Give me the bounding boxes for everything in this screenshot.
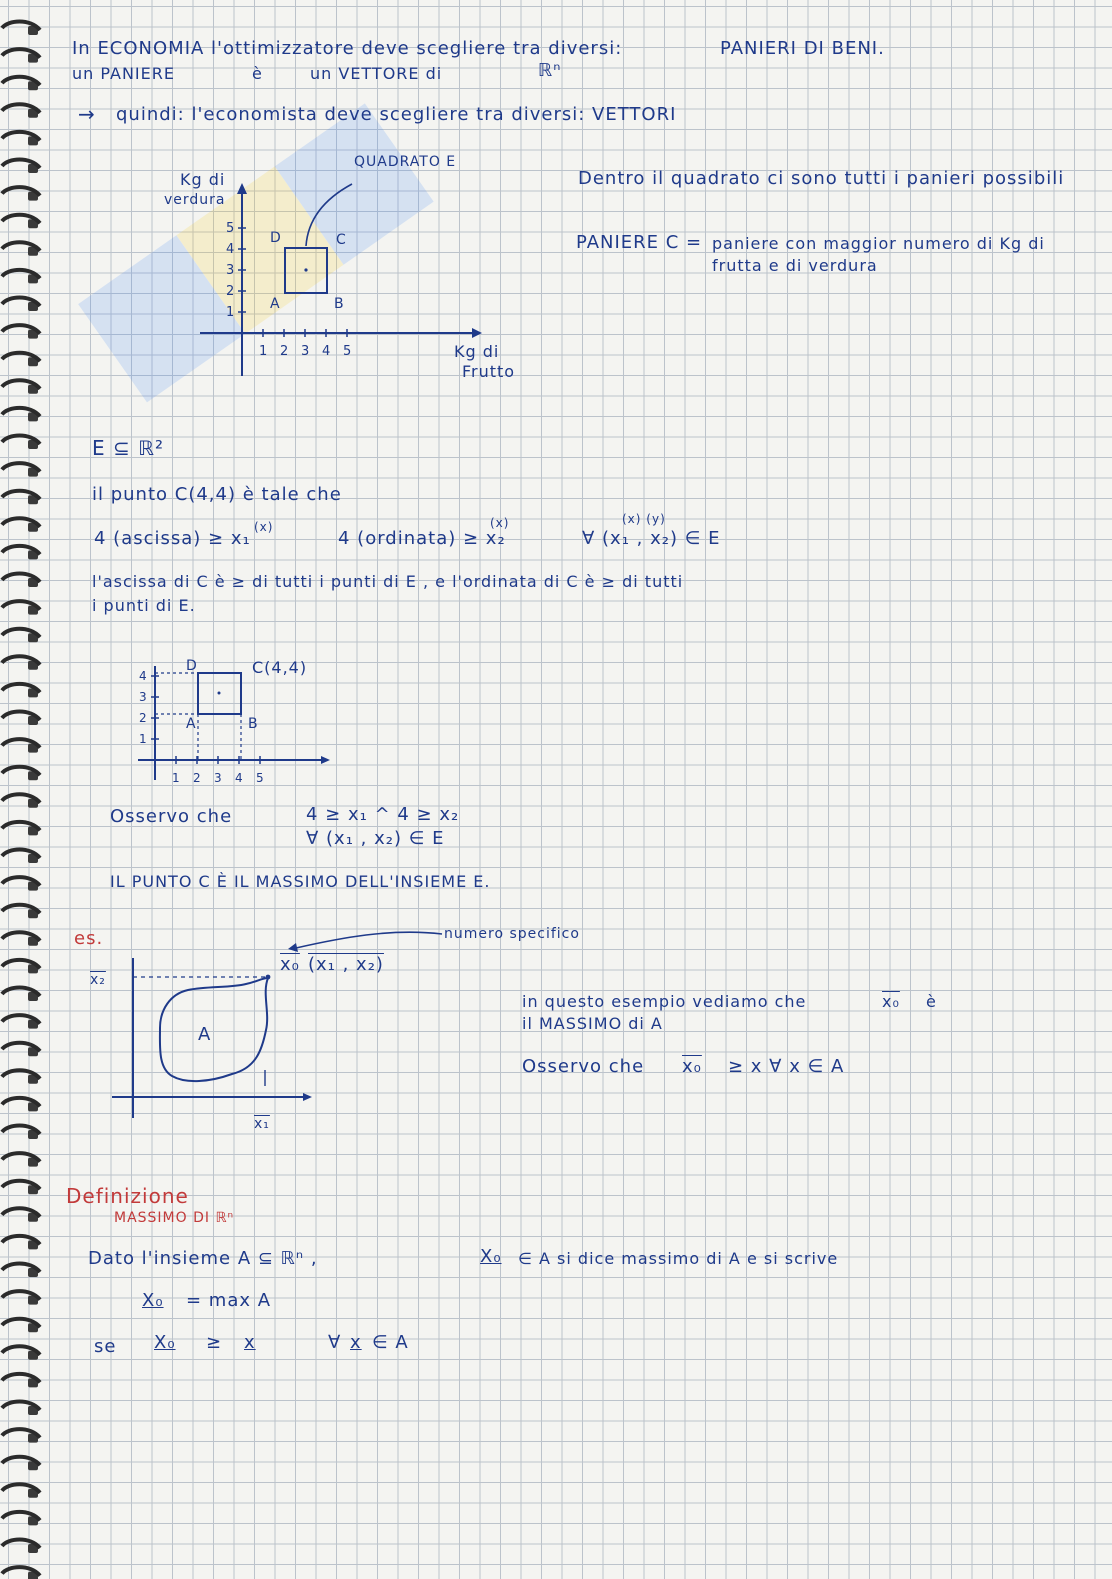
definition-line2-x0: X₀ <box>142 1290 164 1311</box>
graph2-point-a: A <box>186 716 197 732</box>
definition-line3-ge: ≥ <box>206 1332 223 1353</box>
sup-xy: (x) (y) <box>622 512 666 526</box>
graph1-x-label-2: Frutto <box>462 362 516 381</box>
x-tick-label: 4 <box>235 771 243 785</box>
example-osservo: Osservo che <box>522 1056 645 1077</box>
definition-line1-a: Dato l'insieme A ⊆ ℝⁿ , <box>88 1248 318 1269</box>
spiral-coil <box>2 601 40 615</box>
example-note-1: in questo esempio vediamo che <box>522 992 807 1011</box>
spiral-coil <box>2 794 40 808</box>
spiral-coil <box>2 160 40 174</box>
definition-line3-in: ∈ A <box>372 1332 409 1353</box>
y-tick-label: 5 <box>226 221 235 236</box>
spiral-coil <box>2 574 40 588</box>
spiral-coil <box>2 1457 40 1471</box>
spiral-coil <box>2 1374 40 1388</box>
graph2-point-b: B <box>248 716 259 732</box>
spiral-coil <box>2 684 40 698</box>
graph1-square-center <box>304 268 307 271</box>
graph1-callout: QUADRATO E <box>354 154 457 170</box>
spiral-coil <box>2 629 40 643</box>
ascissa-line-2: i punti di E. <box>92 596 196 615</box>
notes-paniere-label: PANIERE C = <box>576 232 703 253</box>
spiral-coil <box>2 408 40 422</box>
x-tick-label: 2 <box>193 771 201 785</box>
example-note-2: il MASSIMO di A <box>522 1014 663 1033</box>
definition-line3-x: x <box>244 1332 256 1353</box>
spiral-coil <box>2 187 40 201</box>
spiral-coil <box>2 104 40 118</box>
x-tick-label: 3 <box>301 344 310 359</box>
definition-line3-x0: X₀ <box>154 1332 176 1353</box>
spiral-coil <box>2 1236 40 1250</box>
spiral-coil <box>2 546 40 560</box>
punto-c: il punto C(4,4) è tale che <box>92 484 342 505</box>
x-tick-label: 5 <box>343 344 352 359</box>
y-tick-label: 3 <box>139 690 147 704</box>
spiral-coil <box>2 1098 40 1112</box>
example-es-label: es. <box>74 928 104 949</box>
definition-line3-se: se <box>94 1336 117 1357</box>
graph1-y-arrowhead <box>237 183 247 194</box>
spiral-coil <box>2 1043 40 1057</box>
spiral-coil <box>2 1153 40 1167</box>
spiral-coil <box>2 22 40 36</box>
notes-paniere-1: paniere con maggior numero di Kg di <box>712 234 1045 253</box>
cond-ascissa: 4 (ascissa) ≥ x₁ <box>94 528 251 549</box>
y-tick-label: 1 <box>139 732 147 746</box>
definition-line2-rest: = max A <box>186 1290 272 1311</box>
graph2-square-center <box>218 692 221 695</box>
definition-line1-b: ∈ A si dice massimo di A e si scrive <box>518 1249 839 1268</box>
spiral-coil <box>2 905 40 919</box>
intro-arrow: → <box>78 102 96 126</box>
y-tick-label: 2 <box>226 284 235 299</box>
x-tick-label: 3 <box>214 771 222 785</box>
example-callout-line <box>296 932 442 948</box>
example-x2-axis: x₂ <box>90 972 106 988</box>
definition-line3-forall: ∀ <box>328 1332 342 1353</box>
example-numero-specifico: numero specifico <box>444 926 580 942</box>
spiral-coil <box>2 767 40 781</box>
example-set-a: A <box>198 1024 212 1045</box>
definition-line1-x0: X₀ <box>480 1246 502 1267</box>
graph1-x-arrowhead <box>472 328 482 338</box>
spiral-coil <box>2 988 40 1002</box>
y-tick-label: 3 <box>226 263 235 278</box>
example-x1-axis: x₁ <box>254 1116 270 1132</box>
osservo1-cond-a: 4 ≥ x₁ ^ 4 ≥ x₂ <box>306 804 460 825</box>
example-note-x0: x₀ <box>882 992 900 1011</box>
spiral-coil <box>2 1540 40 1554</box>
cond-forall: ∀ (x₁ , x₂) ∈ E <box>582 528 721 549</box>
spiral-coil <box>2 1208 40 1222</box>
y-tick-label: 4 <box>226 242 235 257</box>
intro-line1-panieri: PANIERI DI BENI. <box>720 38 885 59</box>
spiral-binding <box>0 0 46 1579</box>
osservo1-label: Osservo che <box>110 806 233 827</box>
graph1-x-label-1: Kg di <box>454 342 500 361</box>
example-plot <box>100 918 460 1118</box>
example-x-arrowhead <box>303 1093 312 1101</box>
intro-line2-e: è <box>252 64 263 83</box>
spiral-coil <box>2 463 40 477</box>
example-set-a-blob <box>160 978 268 1081</box>
spiral-coil <box>2 436 40 450</box>
x-tick-label: 2 <box>280 344 289 359</box>
spiral-coil <box>2 1429 40 1443</box>
spiral-coil <box>2 77 40 91</box>
spiral-coil <box>2 242 40 256</box>
spiral-coil <box>2 1126 40 1140</box>
e-subset-r2: E ⊆ ℝ² <box>92 436 164 460</box>
spiral-coil <box>2 518 40 532</box>
notes-dentro: Dentro il quadrato ci sono tutti i panieri possibili <box>578 168 1065 189</box>
spiral-coil <box>2 215 40 229</box>
y-tick-label: 2 <box>139 711 147 725</box>
x-tick-label: 1 <box>172 771 180 785</box>
example-note-e: è <box>926 992 937 1011</box>
graph1-plot <box>196 180 486 380</box>
spiral-coil <box>2 1484 40 1498</box>
intro-line3: quindi: l'economista deve scegliere tra diversi: VETTORI <box>116 104 677 125</box>
x-tick-label: 4 <box>322 344 331 359</box>
spiral-coil <box>2 1181 40 1195</box>
x-tick-label: 5 <box>256 771 264 785</box>
x-tick-label: 1 <box>259 344 268 359</box>
example-x0-point <box>266 975 271 980</box>
example-x0: x₀ <box>280 954 300 975</box>
spiral-coil <box>2 49 40 63</box>
spiral-coil <box>2 1015 40 1029</box>
spiral-coil <box>2 960 40 974</box>
spiral-coil <box>2 298 40 312</box>
spiral-coil <box>2 491 40 505</box>
graph2-point-d: D <box>186 658 198 674</box>
spiral-coil <box>2 1291 40 1305</box>
spiral-coil <box>2 270 40 284</box>
sup-x: (x) <box>254 520 274 534</box>
spiral-coil <box>2 1402 40 1416</box>
intro-line2-vettore: un VETTORE di <box>310 64 443 83</box>
spiral-coil <box>2 1346 40 1360</box>
spiral-coil <box>2 877 40 891</box>
spiral-coil <box>2 132 40 146</box>
spiral-coil <box>2 1319 40 1333</box>
spiral-coil <box>2 1264 40 1278</box>
spiral-coil <box>2 932 40 946</box>
graph2-plot <box>132 652 342 786</box>
graph1-y-label-2: verdura <box>164 192 226 208</box>
spiral-coil <box>2 656 40 670</box>
sup-y: (x) <box>490 516 510 530</box>
graph1-point-c: C <box>336 232 347 248</box>
osservo1-cond-b: ∀ (x₁ , x₂) ∈ E <box>306 828 445 849</box>
intro-line1: In ECONOMIA l'ottimizzatore deve scegliere tra diversi: <box>72 38 623 59</box>
example-osservo-x0: x₀ <box>682 1056 702 1077</box>
graph1-point-d: D <box>270 230 282 246</box>
graph1-point-a: A <box>270 296 281 312</box>
example-osservo-rest: ≥ x ∀ x ∈ A <box>728 1056 845 1077</box>
conclusion: IL PUNTO C È IL MASSIMO DELL'INSIEME E. <box>110 872 491 891</box>
example-callout-arrowhead <box>288 943 298 952</box>
ascissa-line-1: l'ascissa di C è ≥ di tutti i punti di E , e l'ordinata di C è ≥ di tutti <box>92 572 684 591</box>
definition-title: Definizione <box>66 1184 189 1208</box>
spiral-coil <box>2 822 40 836</box>
graph2-x-arrowhead <box>321 756 330 764</box>
spiral-coil <box>2 1512 40 1526</box>
spiral-coil <box>2 739 40 753</box>
spiral-coil <box>2 353 40 367</box>
notes-paniere-2: frutta e di verdura <box>712 256 878 275</box>
spiral-coil <box>2 1070 40 1084</box>
intro-line2-rn: ℝⁿ <box>538 60 562 81</box>
intro-line2-paniere: un PANIERE <box>72 64 175 83</box>
spiral-coil <box>2 1567 40 1579</box>
example-x0-coords: (x₁ , x₂) <box>308 954 384 975</box>
graph1-point-b: B <box>334 296 345 312</box>
definition-subtitle: MASSIMO DI ℝⁿ <box>114 1210 235 1226</box>
spiral-coil <box>2 850 40 864</box>
graph2-point-c: C(4,4) <box>252 658 308 677</box>
definition-line3-x2: x <box>350 1332 362 1353</box>
y-tick-label: 4 <box>139 669 147 683</box>
y-tick-label: 1 <box>226 305 235 320</box>
spiral-coil <box>2 712 40 726</box>
graph1-y-label-1: Kg di <box>180 170 226 189</box>
spiral-coil <box>2 380 40 394</box>
spiral-coil <box>2 325 40 339</box>
cond-ordinata: 4 (ordinata) ≥ x₂ <box>338 528 506 549</box>
